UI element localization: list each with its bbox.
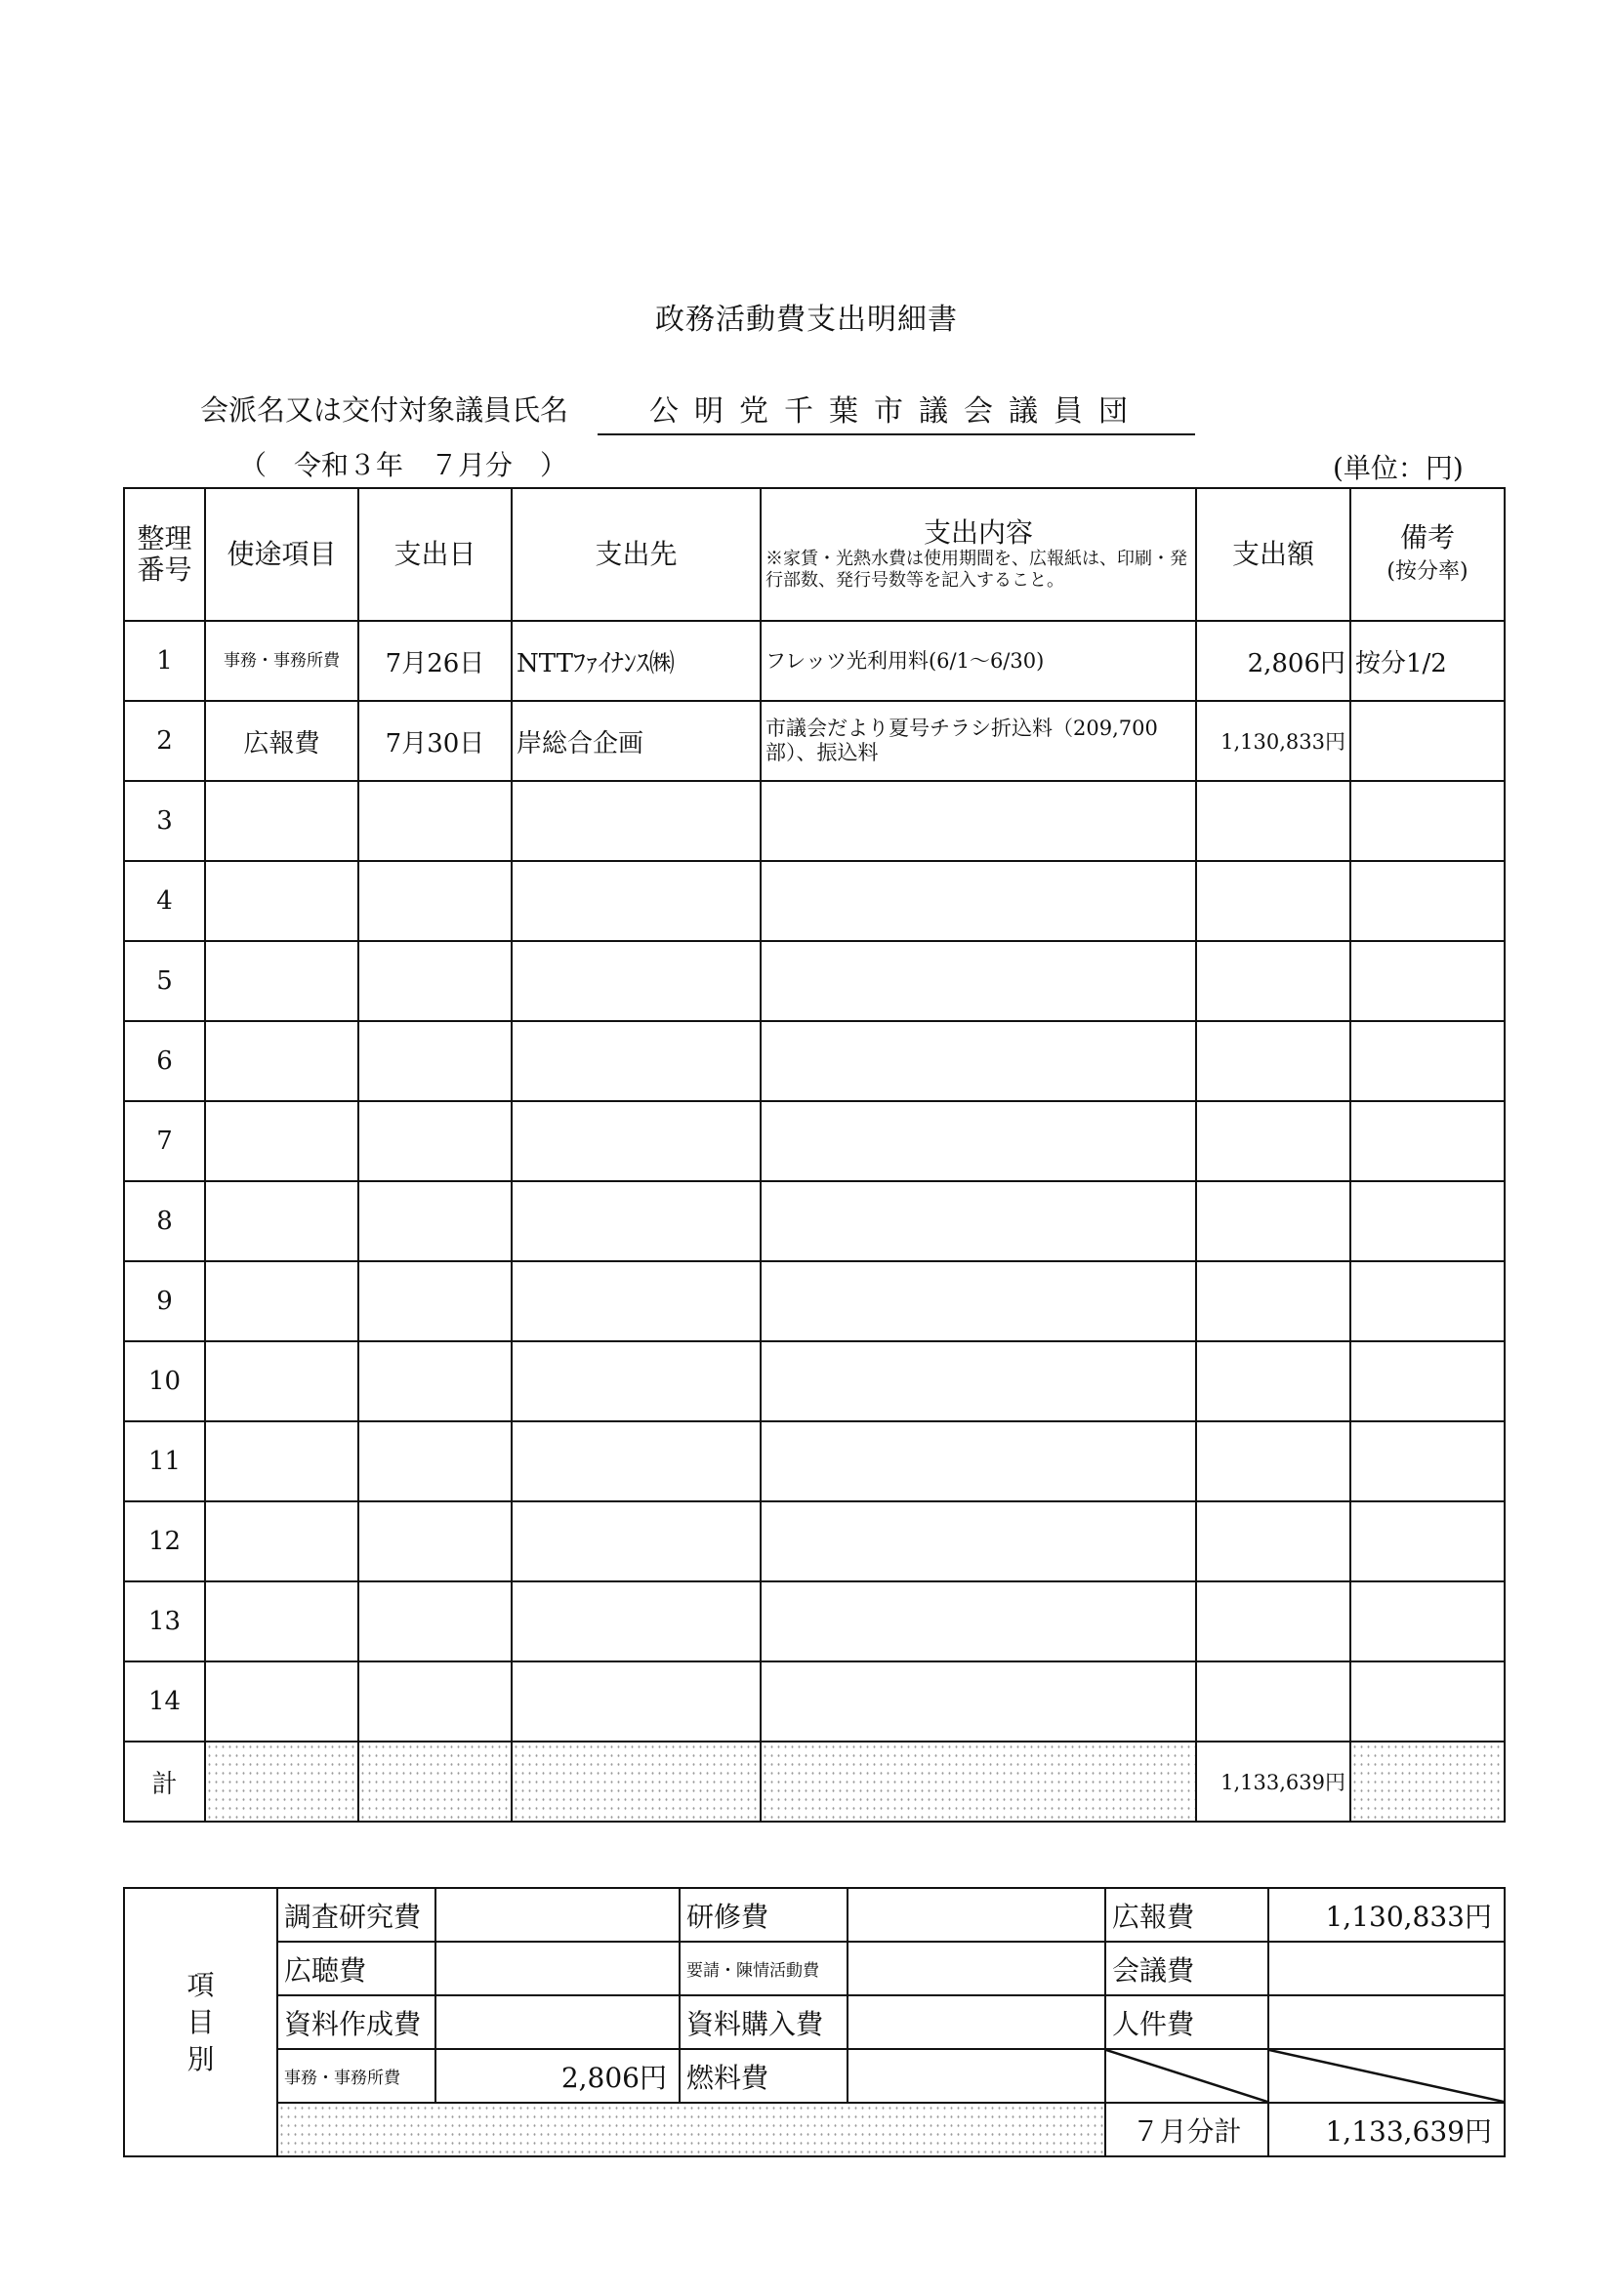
- row-remarks: [1350, 701, 1505, 781]
- table-row: [124, 621, 1505, 701]
- row-no: 7: [124, 1101, 205, 1181]
- petition-label: 要請・陳情活動費: [680, 1942, 848, 1995]
- summary-row: [124, 1888, 1505, 1942]
- table-header-row: [124, 488, 1505, 621]
- header-amount: 支出額: [1196, 488, 1350, 621]
- row-no: 10: [124, 1341, 205, 1421]
- row-content: フレッツ光利用料(6/1～6/30): [761, 621, 1196, 701]
- summary-row: [124, 2049, 1505, 2103]
- table-row: [124, 1661, 1505, 1742]
- table-row: [124, 1101, 1505, 1181]
- document-title: 政務活動費支出明細書: [655, 303, 958, 337]
- pr-label: 広報費: [1105, 1888, 1268, 1942]
- row-date: 7月30日: [358, 701, 512, 781]
- row-no: 12: [124, 1501, 205, 1581]
- total-shaded-cell: [512, 1742, 761, 1822]
- table-row: [124, 1181, 1505, 1261]
- header-category: 使途項目: [205, 488, 358, 621]
- row-category: 事務・事務所費: [205, 621, 358, 701]
- diagonal-blank-cell: [1105, 2049, 1268, 2103]
- personnel-label: 人件費: [1105, 1995, 1268, 2049]
- personnel-amount: [1268, 1995, 1505, 2049]
- total-shaded-cell: [358, 1742, 512, 1822]
- table-row: [124, 701, 1505, 781]
- total-shaded-cell: [1350, 1742, 1505, 1822]
- row-remarks: 按分1/2: [1350, 621, 1505, 701]
- office-label: 事務・事務所費: [277, 2049, 435, 2103]
- row-content: 市議会だより夏号チラシ折込料（209,700部）、振込料: [761, 701, 1196, 781]
- header-content: 支出内容 ※家賃・光熱水費は使用期間を、広報紙は、印刷・発行部数、発行号数等を記入すること。: [761, 488, 1196, 621]
- fuel-amount: [848, 2049, 1105, 2103]
- header-payee: 支出先: [512, 488, 761, 621]
- org-name: 公明党千葉市議会議員団: [598, 387, 1195, 435]
- summary-row: [124, 1995, 1505, 2049]
- header-no: 整理 番号: [124, 488, 205, 621]
- summary-shaded-cell: [277, 2103, 1105, 2156]
- row-no: 5: [124, 941, 205, 1021]
- table-row: [124, 941, 1505, 1021]
- unit-label: (単位：円): [1333, 452, 1464, 484]
- summary-row: [124, 1942, 1505, 1995]
- expense-detail-table: [123, 487, 1506, 1823]
- materials-make-amount: [435, 1995, 680, 2049]
- row-category: 広報費: [205, 701, 358, 781]
- training-label: 研修費: [680, 1888, 848, 1942]
- training-amount: [848, 1888, 1105, 1942]
- table-row: [124, 1341, 1505, 1421]
- org-label: 会派名又は交付対象議員氏名: [200, 393, 569, 427]
- table-row: [124, 1501, 1505, 1581]
- hearing-amount: [435, 1942, 680, 1995]
- total-label: 計: [124, 1742, 205, 1822]
- row-date: 7月26日: [358, 621, 512, 701]
- row-payee: 岸総合企画: [512, 701, 761, 781]
- table-row: [124, 1021, 1505, 1101]
- row-no: 6: [124, 1021, 205, 1101]
- table-row: [124, 861, 1505, 941]
- row-no: 8: [124, 1181, 205, 1261]
- month-total-amount: 1,133,639円: [1268, 2103, 1505, 2156]
- petition-amount: [848, 1942, 1105, 1995]
- row-no: 11: [124, 1421, 205, 1501]
- office-amount: 2,806円: [435, 2049, 680, 2103]
- row-no: 2: [124, 701, 205, 781]
- summary-side-label: 項 目 別: [124, 1888, 277, 2156]
- header-content-note: ※家賃・光熱水費は使用期間を、広報紙は、印刷・発行部数、発行号数等を記入すること。: [765, 549, 1187, 591]
- pr-amount: 1,130,833円: [1268, 1888, 1505, 1942]
- header-date: 支出日: [358, 488, 512, 621]
- row-no: 1: [124, 621, 205, 701]
- materials-make-label: 資料作成費: [277, 1995, 435, 2049]
- row-no: 9: [124, 1261, 205, 1341]
- table-row: [124, 1581, 1505, 1661]
- row-amount: 1,130,833円: [1196, 701, 1350, 781]
- row-amount: 2,806円: [1196, 621, 1350, 701]
- header-remarks: 備考 (按分率): [1350, 488, 1505, 621]
- table-row: [124, 781, 1505, 861]
- table-row: [124, 1261, 1505, 1341]
- row-no: 13: [124, 1581, 205, 1661]
- row-payee: NTTﾌｧｲﾅﾝｽ㈱: [512, 621, 761, 701]
- total-shaded-cell: [205, 1742, 358, 1822]
- meeting-label: 会議費: [1105, 1942, 1268, 1995]
- table-row: [124, 1421, 1505, 1501]
- meeting-amount: [1268, 1942, 1505, 1995]
- fuel-label: 燃料費: [680, 2049, 848, 2103]
- research-label: 調査研究費: [277, 1888, 435, 1942]
- row-no: 14: [124, 1661, 205, 1742]
- hearing-label: 広聴費: [277, 1942, 435, 1995]
- research-amount: [435, 1888, 680, 1942]
- diagonal-blank-cell: [1268, 2049, 1505, 2103]
- materials-buy-label: 資料購入費: [680, 1995, 848, 2049]
- total-shaded-cell: [761, 1742, 1196, 1822]
- period: （ 令和３年 ７月分 ）: [239, 449, 568, 481]
- materials-buy-amount: [848, 1995, 1105, 2049]
- summary-row: [124, 2103, 1505, 2156]
- total-row: [124, 1742, 1505, 1822]
- total-amount: 1,133,639円: [1196, 1742, 1350, 1822]
- row-no: 4: [124, 861, 205, 941]
- month-total-label: ７月分計: [1105, 2103, 1268, 2156]
- row-no: 3: [124, 781, 205, 861]
- category-summary-table: [123, 1887, 1506, 2157]
